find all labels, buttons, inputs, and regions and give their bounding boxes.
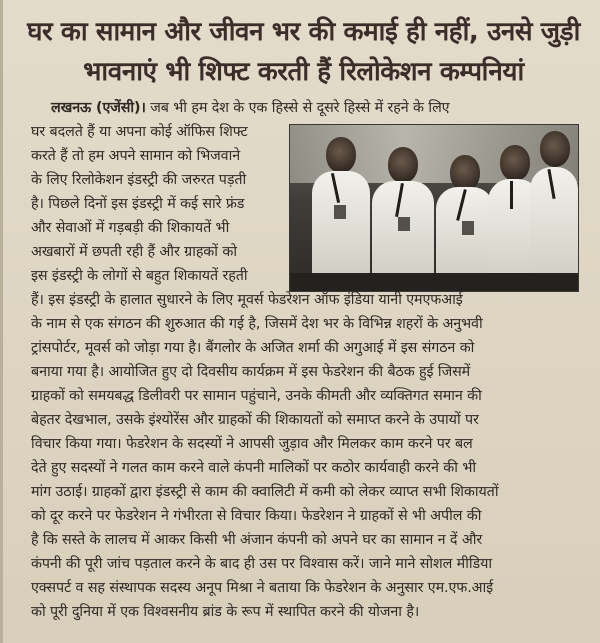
- body-line: देते हुए सदस्यों ने गलत काम करने वाले कंपनी मालिकों पर कठोर कार्यवाही करने की भी: [31, 460, 476, 476]
- body-line: एक्सपर्ट व सह संस्थापक सदस्य अनूप मिश्रा ने बताया कि फेडरेशन के अनुसार एम.एफ.आई: [31, 580, 494, 596]
- body-line: घर बदलते हैं या अपना कोई ऑफिस शिफ्ट: [31, 124, 248, 140]
- body-line: है कि सस्ते के लालच में आकर किसी भी अंजान कंपनी को अपने घर का सामान न दें और: [31, 532, 483, 548]
- body-line: अखबारों में छपती रही हैं और ग्राहकों को: [31, 244, 237, 260]
- body-line: कंपनी की पूरी जांच पड़ताल करने के बाद ही उस पर विश्वास करें। जाने माने सोशल मीडिया: [31, 556, 492, 572]
- body-line: ट्रांसपोर्टर, मूवर्स को जोड़ा गया है। बैंगलोर के अजित शर्मा की अगुआई में इस संगठन को: [31, 340, 475, 356]
- body-line: के नाम से एक संगठन की शुरुआत की गई है, जिसमें देश भर के विभिन्न शहरों के अनुभवी: [31, 316, 483, 332]
- body-line: करते हैं तो हम अपने सामान को भिजवाने: [31, 148, 241, 164]
- body-line: इस इंडस्ट्री के लोगों से बहुत शिकायतें रहती: [31, 268, 248, 284]
- news-photo: [289, 124, 579, 292]
- body-line: विचार किया गया। फेडरेशन के सदस्यों ने आपसी जुड़ाव और मिलकर काम करने पर बल: [31, 436, 473, 452]
- body-line: बनाया गया है। आयोजित हुए दो दिवसीय कार्यक्रम में इस फेडरेशन की बैठक हुई जिसमें: [31, 364, 471, 380]
- body-line: है। पिछले दिनों इस इंडस्ट्री में कई सारे फ्रंड: [31, 196, 245, 212]
- body-line: हैं। इस इंडस्ट्री के हालात सुधारने के लिए मूवर्स फेडरेशन ऑफ इंडिया यानी एमएफआई: [31, 292, 463, 308]
- body-line: बेहतर देखभाल, उसके इंश्योरेंस और ग्राहकों की शिकायतों को समाप्त करने के उपायों पर: [31, 412, 479, 428]
- byline: लखनऊ (एजेंसी)।: [51, 100, 146, 116]
- photo-table: [290, 273, 578, 291]
- body-line: को दूर करने पर फेडरेशन ने गंभीरता से विचार किया। फेडरेशन ने ग्राहकों से भी अपील की: [31, 508, 482, 524]
- intro-line: [51, 98, 449, 118]
- body-line: ग्राहकों को समयबद्ध डिलीवरी पर सामान पहुंचाने, उनके कीमती और व्यक्तिगत समान की: [31, 388, 482, 404]
- body-line: और सेवाओं में गड़बड़ी की शिकायतें भी: [31, 220, 230, 236]
- headline-line-1: घर का सामान और जीवन भर की कमाई ही नहीं, उनसे जुड़ी: [27, 17, 580, 47]
- headline-line-2: भावनाएं भी शिफ्ट करती हैं रिलोकेशन कम्पनियां: [83, 57, 524, 87]
- body-line: मांग उठाई। ग्राहकों द्वारा इंडस्ट्री से काम की क्वालिटी में कमी को लेकर व्याप्त सभी शिकायतों: [31, 484, 499, 500]
- body-line: के लिए रिलोकेशन इंडस्ट्री की जरुरत पड़ती: [31, 172, 247, 188]
- intro-text: जब भी हम देश के एक हिस्से से दूसरे हिस्से में रहने के लिए: [145, 100, 450, 116]
- body-line: को पूरी दुनिया में एक विश्वसनीय ब्रांड के रूप में स्थापित करने की योजना है।: [31, 604, 420, 620]
